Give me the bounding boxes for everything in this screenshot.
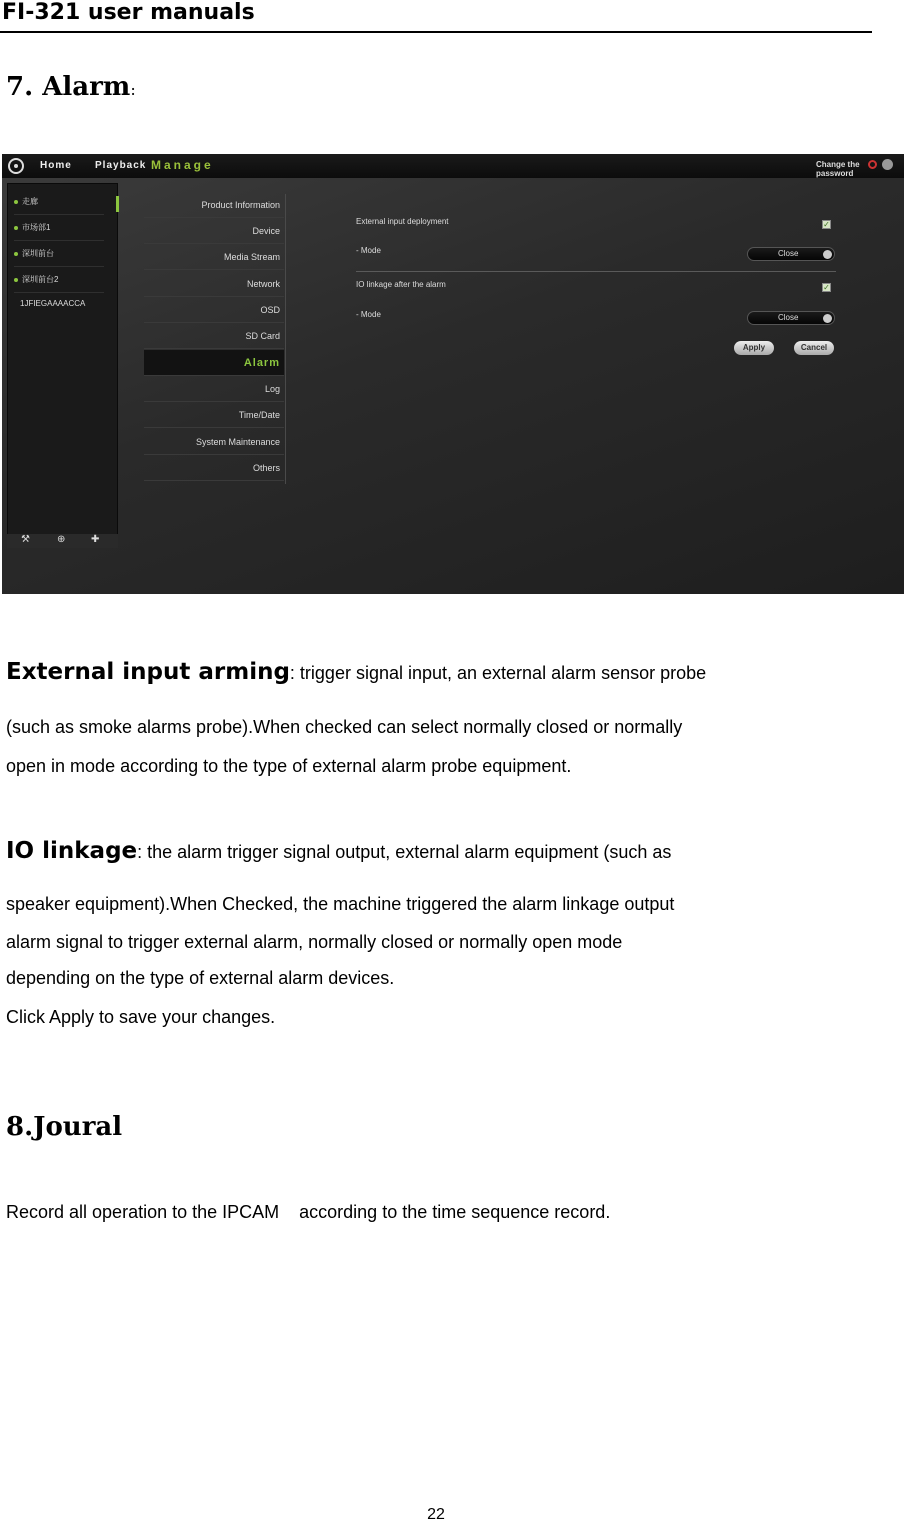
- section-heading-alarm: [6, 72, 136, 102]
- device-item[interactable]: [14, 215, 104, 241]
- io-linkage-paragraph-line4: depending on the type of external alarm devices.: [6, 968, 395, 988]
- device-item[interactable]: [20, 291, 110, 317]
- top-nav-bar: [2, 154, 904, 178]
- dropdown-arrow-icon: [823, 250, 832, 259]
- menu-divider: [285, 194, 286, 484]
- external-mode-label: - Mode: [356, 246, 381, 255]
- external-input-paragraph-line1: [6, 653, 706, 692]
- journal-description: Record all operation to the IPCAM according to the time sequence record.: [6, 1202, 611, 1222]
- external-input-checkbox[interactable]: ✓: [823, 220, 830, 229]
- alarm-heading-text: 7. Alarm: [6, 72, 131, 102]
- device-label: 深圳前台2: [22, 275, 59, 284]
- device-item[interactable]: [14, 189, 104, 215]
- dropdown-arrow-icon: [823, 314, 832, 323]
- external-input-paragraph-line2: (such as smoke alarms probe).When checked can select normally closed or normally: [6, 717, 683, 737]
- online-status-icon: [14, 252, 18, 256]
- io-mode-label: - Mode: [356, 310, 381, 319]
- io-linkage-paragraph-line2: speaker equipment).When Checked, the machine triggered the alarm linkage output: [6, 894, 675, 914]
- io-linkage-paragraph-line3: alarm signal to trigger external alarm, normally closed or normally open mode: [6, 932, 623, 952]
- menu-network[interactable]: Network: [144, 271, 284, 297]
- change-password-line2: password: [816, 169, 854, 178]
- menu-log[interactable]: Log: [144, 376, 284, 402]
- io-linkage-paragraph-line1: [6, 832, 671, 871]
- nav-manage[interactable]: Manage: [151, 158, 214, 172]
- device-item[interactable]: [14, 241, 104, 267]
- apply-instruction: Click Apply to save your changes.: [6, 1007, 276, 1027]
- external-input-paragraph-line3: open in mode according to the type of external alarm probe equipment.: [6, 756, 572, 776]
- alarm-heading-colon: :: [130, 80, 136, 99]
- menu-device[interactable]: Device: [144, 218, 284, 244]
- io-mode-select[interactable]: [747, 311, 835, 325]
- io-linkage-checkbox[interactable]: ✓: [823, 283, 830, 292]
- apply-button[interactable]: Apply: [734, 341, 774, 355]
- device-label: 市场部1: [22, 223, 51, 232]
- external-input-label: External input deployment: [356, 217, 449, 226]
- io-linkage-label: IO linkage after the alarm: [356, 280, 446, 289]
- menu-media-stream[interactable]: Media Stream: [144, 244, 284, 270]
- online-status-icon: [14, 226, 18, 230]
- search-device-icon[interactable]: ⊕: [57, 534, 66, 545]
- options-divider: [356, 271, 836, 272]
- menu-sd-card[interactable]: SD Card: [144, 323, 284, 349]
- settings-icon[interactable]: [882, 159, 893, 170]
- device-item[interactable]: [14, 267, 104, 293]
- section-heading-journal: 8.Joural: [6, 1112, 123, 1142]
- cancel-button[interactable]: Cancel: [794, 341, 834, 355]
- nav-playback[interactable]: Playback: [95, 160, 147, 171]
- menu-product-information[interactable]: Product Information: [144, 192, 284, 218]
- online-status-icon: [14, 278, 18, 282]
- io-mode-value: Close: [778, 313, 799, 322]
- scroll-indicator[interactable]: [116, 196, 119, 212]
- menu-time-date[interactable]: Time/Date: [144, 402, 284, 428]
- device-label: 1JFIEGAAAACCA: [20, 299, 86, 308]
- io-linkage-term: IO linkage: [6, 838, 138, 864]
- device-toolbar: [7, 534, 118, 548]
- device-list-panel: [7, 183, 118, 548]
- alarm-settings-screenshot: [2, 154, 904, 594]
- page-number: 22: [427, 1506, 445, 1523]
- external-input-term: External input arming: [6, 659, 290, 685]
- nav-home[interactable]: Home: [40, 160, 72, 171]
- document-header: [0, 0, 872, 33]
- external-mode-select[interactable]: [747, 247, 835, 261]
- wrench-icon[interactable]: ⚒: [21, 534, 30, 545]
- menu-alarm[interactable]: Alarm: [144, 350, 284, 376]
- menu-osd[interactable]: OSD: [144, 297, 284, 323]
- power-icon[interactable]: [868, 160, 877, 169]
- io-linkage-text: : the alarm trigger signal output, external alarm equipment (such as: [137, 842, 672, 862]
- menu-others[interactable]: Others: [144, 455, 284, 481]
- menu-system-maintenance[interactable]: System Maintenance: [144, 429, 284, 455]
- external-mode-value: Close: [778, 249, 799, 258]
- document-title: FI-321 user manuals: [2, 0, 255, 25]
- change-password-line1: Change the: [816, 160, 860, 169]
- app-logo-icon: [8, 158, 24, 174]
- external-input-text: : trigger signal input, an external alarm sensor probe: [289, 663, 707, 683]
- device-label: 深圳前台: [22, 249, 54, 258]
- change-password-link[interactable]: [816, 160, 860, 178]
- device-label: 走廊: [22, 197, 38, 206]
- online-status-icon: [14, 200, 18, 204]
- add-device-icon[interactable]: ✚: [91, 534, 100, 545]
